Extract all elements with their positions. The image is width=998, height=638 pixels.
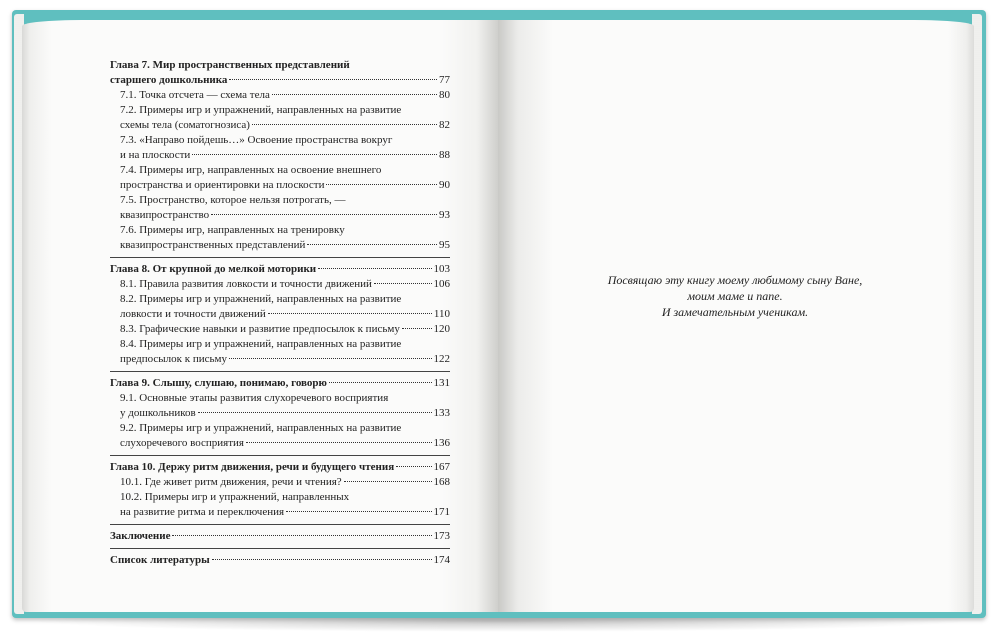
leader-dots <box>212 559 432 560</box>
toc-section-8-4 <box>110 337 450 367</box>
toc-entry-text: пространства и ориентировки на плоскости <box>120 179 325 191</box>
dedication-line: моим маме и папе. <box>687 289 783 303</box>
toc-section-7-1 <box>110 88 450 103</box>
toc-section-8-2 <box>110 292 450 322</box>
toc-entry-text: 7.5. Пространство, которое нельзя потрогать, — <box>120 194 346 206</box>
toc-entry-text: Глава 7. Мир пространственных представлений <box>110 59 350 71</box>
leader-dots <box>344 481 432 482</box>
dedication-line: Посвящаю эту книгу моему любимому сыну Ване, <box>607 273 863 287</box>
toc-entry-text: на развитие ритма и переключения <box>120 506 285 518</box>
divider <box>110 548 450 549</box>
divider <box>110 455 450 456</box>
toc-entry-text: и на плоскости <box>120 149 191 161</box>
toc-entry-text: 8.4. Примеры игр и упражнений, направленных на развитие <box>120 338 402 350</box>
leader-dots <box>402 328 432 329</box>
toc-entry-text: 8.3. Графические навыки и развитие предпосылок к письму <box>120 323 400 335</box>
toc-entry-text: предпосылок к письму <box>120 353 227 365</box>
toc-chapter-7 <box>110 58 450 88</box>
page-number: 106 <box>433 278 450 290</box>
toc-entry-text: квазипространство <box>120 209 210 221</box>
toc-entry-text: 8.2. Примеры игр и упражнений, направленных на развитие <box>120 293 402 305</box>
toc-entry-text: Глава 9. Слышу, слушаю, понимаю, говорю <box>110 377 327 389</box>
leader-dots <box>329 382 432 383</box>
toc-chapter-9 <box>110 376 450 391</box>
dedication <box>560 272 910 320</box>
toc-entry-text: квазипространственных представлений <box>120 239 306 251</box>
page-number: 168 <box>433 476 450 488</box>
page-number: 88 <box>439 149 450 161</box>
toc-entry-text: слухоречевого восприятия <box>120 437 244 449</box>
toc-entry-text: 10.2. Примеры игр и упражнений, направленных <box>120 491 350 503</box>
page-number: 77 <box>439 74 450 86</box>
toc-section-8-1 <box>110 277 450 292</box>
toc-section-10-2 <box>110 490 450 520</box>
toc-entry-text: 7.1. Точка отсчета — схема тела <box>120 89 270 101</box>
toc-entry-text: 10.1. Где живет ритм движения, речи и чтения? <box>120 476 342 488</box>
leader-dots <box>172 535 431 536</box>
toc-entry-text: Глава 10. Держу ритм движения, речи и будущего чтения <box>110 461 395 473</box>
toc-entry-text: ловкости и точности движений <box>120 308 266 320</box>
toc-entry-text: схемы тела (соматогнозиса) <box>120 119 250 131</box>
page-number: 110 <box>433 308 450 320</box>
leader-dots <box>229 358 432 359</box>
page-number: 80 <box>439 89 450 101</box>
page-number: 174 <box>433 554 450 566</box>
page-number: 167 <box>433 461 450 473</box>
toc-section-9-1 <box>110 391 450 421</box>
toc-entry-text: 9.1. Основные этапы развития слухоречевого восприятия <box>120 392 389 404</box>
toc-entry-text: 9.2. Примеры игр и упражнений, направленных на развитие <box>120 422 402 434</box>
toc-section-7-3 <box>110 133 450 163</box>
toc-entry-text: Глава 8. От крупной до мелкой моторики <box>110 263 317 275</box>
toc-entry-text: 7.4. Примеры игр, направленных на освоение внешнего <box>120 164 382 176</box>
table-of-contents <box>110 58 450 568</box>
toc-entry-text: у дошкольников <box>120 407 196 419</box>
toc-section-7-2 <box>110 103 450 133</box>
toc-entry-text: 7.3. «Направо пойдешь…» Освоение пространства вокруг <box>120 134 393 146</box>
page-number: 93 <box>439 209 450 221</box>
toc-section-7-5 <box>110 193 450 223</box>
leader-dots <box>272 94 437 95</box>
toc-section-7-6 <box>110 223 450 253</box>
toc-chapter-10 <box>110 460 450 475</box>
toc-section-7-4 <box>110 163 450 193</box>
divider <box>110 257 450 258</box>
divider <box>110 371 450 372</box>
toc-conclusion <box>110 529 450 544</box>
leader-dots <box>229 79 437 80</box>
page-number: 171 <box>433 506 450 518</box>
leader-dots <box>374 283 432 284</box>
page-number: 103 <box>433 263 450 275</box>
page-number: 122 <box>433 353 450 365</box>
divider <box>110 524 450 525</box>
toc-section-10-1 <box>110 475 450 490</box>
toc-references <box>110 553 450 568</box>
leader-dots <box>192 154 437 155</box>
leader-dots <box>268 313 432 314</box>
leader-dots <box>211 214 437 215</box>
page-number: 82 <box>439 119 450 131</box>
toc-entry-text: старшего дошкольника <box>110 74 228 86</box>
toc-entry-text: 7.2. Примеры игр и упражнений, направленных на развитие <box>120 104 402 116</box>
leader-dots <box>246 442 432 443</box>
page-number: 120 <box>433 323 450 335</box>
page-number: 90 <box>439 179 450 191</box>
page-number: 136 <box>433 437 450 449</box>
leader-dots <box>326 184 437 185</box>
leader-dots <box>286 511 431 512</box>
leader-dots <box>198 412 432 413</box>
leader-dots <box>396 466 431 467</box>
page-number: 131 <box>433 377 450 389</box>
toc-entry-text: 8.1. Правила развития ловкости и точности движений <box>120 278 372 290</box>
leader-dots <box>318 268 431 269</box>
toc-entry-text: Заключение <box>110 530 171 542</box>
toc-entry-text: 7.6. Примеры игр, направленных на тренировку <box>120 224 345 236</box>
page-number: 95 <box>439 239 450 251</box>
dedication-line: И замечательным ученикам. <box>661 305 809 319</box>
leader-dots <box>307 244 437 245</box>
page-number: 173 <box>433 530 450 542</box>
toc-section-9-2 <box>110 421 450 451</box>
leader-dots <box>252 124 437 125</box>
toc-chapter-8 <box>110 262 450 277</box>
toc-entry-text: Список литературы <box>110 554 210 566</box>
page-number: 133 <box>433 407 450 419</box>
toc-section-8-3 <box>110 322 450 337</box>
